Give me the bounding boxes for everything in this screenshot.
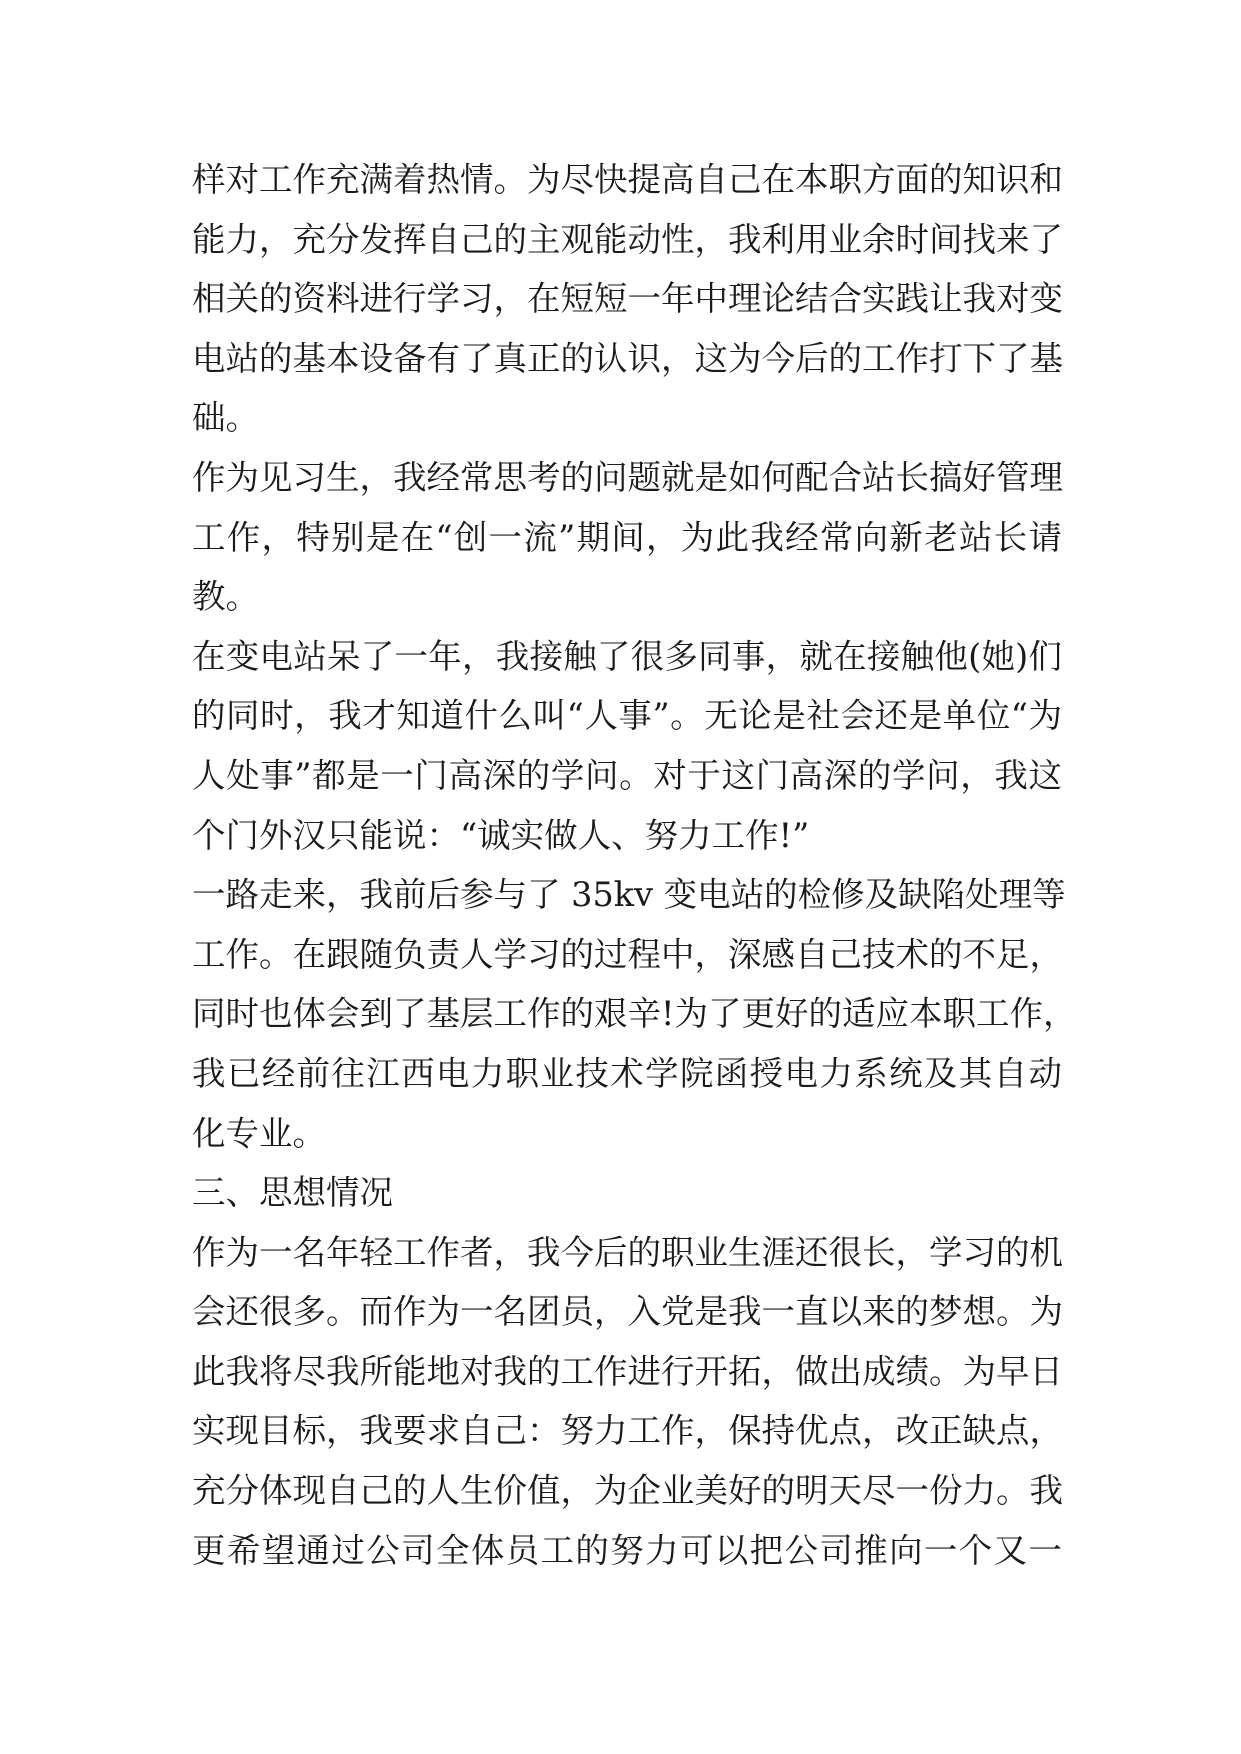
text-line: 工作，特别是在“创一流”期间，为此我经常向新老站长请 [192,517,1062,557]
text-line: 人处事”都是一门高深的学问。对于这门高深的学问，我这 [192,755,1062,795]
text-line: 实现目标，我要求自己：努力工作，保持优点，改正缺点， [192,1411,1063,1451]
text-line: 化专业。 [192,1113,326,1153]
text-line: 电站的基本设备有了真正的认识，这为今后的工作打下了基 [192,338,1063,378]
text-line: 充分体现自己的人生价值，为企业美好的明天尽一份力。我 [192,1471,1063,1511]
text-line: 个门外汉只能说：“诚实做人、努力工作!” [192,815,810,855]
text-line: 样对工作充满着热情。为尽快提高自己在本职方面的知识和 [192,160,1063,199]
section-heading: 三、思想情况 [192,1173,393,1213]
text-line: 础。 [192,398,259,438]
text-line: 更希望通过公司全体员工的努力可以把公司推向一个又一 [192,1530,1062,1570]
text-line: 工作。在跟随负责人学习的过程中，深感自己技术的不足， [192,934,1063,974]
text-line: 相关的资料进行学习，在短短一年中理论结合实践让我对变 [192,279,1063,319]
text-line: 在变电站呆了一年，我接触了很多同事，就在接触他(她)们 [192,636,1062,676]
text-line: 教。 [192,577,259,617]
text-line: 一路走来，我前后参与了 35kv 变电站的检修及缺陷处理等 [192,875,1066,915]
text-line: 能力，充分发挥自己的主观能动性，我利用业余时间找来了 [192,219,1063,259]
body-text [192,150,1077,1580]
text-line: 的同时，我才知道什么叫“人事”。无论是社会还是单位“为 [192,696,1062,736]
text-line: 作为一名年轻工作者，我今后的职业生涯还很长，学习的机 [192,1232,1063,1272]
text-line: 此我将尽我所能地对我的工作进行开拓，做出成绩。为早日 [192,1351,1063,1391]
text-line: 同时也体会到了基层工作的艰辛!为了更好的适应本职工作， [192,994,1077,1034]
text-line: 我已经前往江西电力职业技术学院函授电力系统及其自动 [192,1053,1062,1093]
text-line: 作为见习生，我经常思考的问题就是如何配合站长搞好管理 [192,457,1063,497]
text-line: 会还很多。而作为一名团员，入党是我一直以来的梦想。为 [192,1292,1063,1332]
